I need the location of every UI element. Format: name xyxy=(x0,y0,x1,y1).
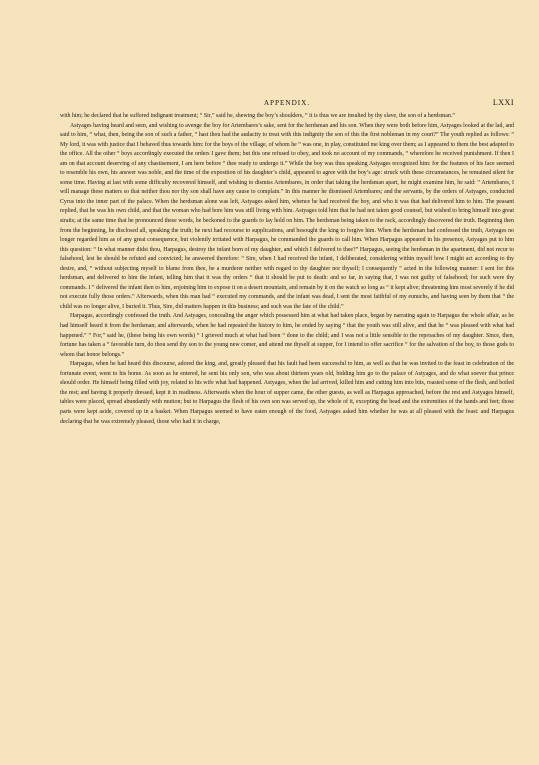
paragraph-continued: with him; he declared that he suffered indignant treatment; “ Sir,” said he, shewing the boy’s shoulders, “ it is thus we are insulted by thy slave, the son of a herdsman.” xyxy=(60,113,455,119)
running-header xyxy=(60,97,514,109)
paragraph: Harpagus, accordingly confessed the truth. And Astyages, concealing the anger which possessed him at what had taken place, began by narrating again to Harpagus the whole affair, as he had himself heard it from the herdsman; and afterwards, when he had repeated the history to him, he ended by saying “ that the youth was still alive, and that he “ was pleased with what had happened.” “ For,” said he, (these being his own words) “ I grieved much at what had been “ done to the child; and I was not a little sensible to the reproaches of my daughter. Since, then, fortune has taken a “ favorable turn, do thou send thy son to the young new comer, and attend me thyself at supper, for I intend to offer sacrifice “ for the salvation of the boy, to those gods to whom that honor belongs.” xyxy=(60,313,514,358)
page-body-text xyxy=(60,112,514,752)
running-title: APPENDIX. xyxy=(263,99,311,107)
page-number: LXXI xyxy=(492,98,514,107)
paragraph: Harpagus, when he had heard this discourse, adored the king, and, greatly pleased that his fault had been successful to him, as well as that he was invited to the feast in celebration of the fortunate event, went to his home. As soon as he entered, he sent his only son, who was about thirteen years old, bidding him go to the palace of Astyages, and do what soever that prince should order. He himself being filled with joy, related to his wife what had happened. Astyages, when the lad arrived, killed him and cutting him into bits, roasted some of the flesh, and boiled the rest; and having it properly dressed, kept it in readiness. Afterwards when the hour of supper came, the other guests, as well as Harpagus approached, before the rest and Astyages himself, tables were placed, spread abundantly with mutton; but to Harpagus the flesh of his own son was served up, the whole of it, excepting the head and the extremities of the hands and feet; those parts were kept aside, covered up in a basket. When Harpagus seemed to have eaten enough of the food, Astyages asked him whether he was at all pleased with the feast: and Harpagus declaring that he was extremely pleased, those who had it in charge, xyxy=(60,361,514,425)
paragraph: Astyages having heard and seen, and wishing to avenge the boy for Artembares’s sake, sent for the herdsman and his son. When they were both before him, Astyages looked at the lad, and said to him, “ what, then, being the son of such a father, “ hast thou had the audacity to treat with this indignity the son of this the first nobleman in my court?” The youth replied as follows: “ My lord, it was with justice that I behaved thus towards him: for the boys of the village, of whom he “ was one, in play, constituted me king over them; as I appeared to them the best adapted to the office. All the other “ boys accordingly executed the orders I gave them; but this one refused to obey, and took no account of my commands, “ wherefore he received punishment. If then I am on that account deserving of any chastisement, I am here before “ thee ready to undergo it.” While the boy was thus speaking Astyages recognized him: for the features of his face seemed to resemble his own, his answer was noble, and the time of the exposition of his daughter’s child, appeared to agree with the boy’s age: struck with these circumstances, he remained silent for some time. Having at last with some difficulty recovered himself, and wishing to dismiss Artembares, in order that taking the herdsman apart, he might examine him, he said: “ Artembares, I will manage these matters so that neither thou nor thy son shall have any cause to complain.” In this manner he dismissed Artembares; and the servants, by the orders of Astyages, conducted Cyrus into the inner part of the palace. When the herdsman alone was left, Astyages asked him, whence he had received the boy, and who it was that had delivered him to him. The peasant replied, that he was his own child, and that the woman who had bore him was still living with him. Astyages told him that he had not taken good counsel, but wished to bring himself into great straits; at the same time that he pronounced these words, he beckoned to the guards to lay hold on him. The herdsman being taken to the rack, accordingly discovered the truth. Beginning then from the beginning, he disclosed all, speaking the truth; he next had recourse to supplications, and besought the king to forgive him. When the herdsman had confessed the truth, Astyages no longer regarded him as of any great consequence, but violently irritated with Harpagus, he commanded the guards to call him. When Harpagus appeared in his presence, Astyages put to him this question: “ In what manner didst thou, Harpagus, destroy the infant born of my daughter, and which I delivered to thee?” Harpagus, seeing the herdsman in the apartment, did not recur to falsehood, lest he should be refuted and convicted; he answered therefore: “ Sire, when I had received the infant, I deliberated, considering within myself how I might act according to thy desire, and, “ without subjecting myself to blame from thee, be a murderer neither with regard to thy daughter nor thyself; I consequently “ acted in the following manner: I sent for this herdsman, and delivered to him the infant, telling him that it was thy orders “ that it should be put to death: and so far, in saying that, I was not guilty of falsehood; for such were thy commands. I “ delivered the infant then to him, enjoining him to expose it on a desert mountain, and remain by it on the watch so long as “ it kept alive; threatening him most severely if he did not execute fully those orders.” Afterwards, when this man had “ executed my commands, and the infant was dead, I sent the most faithful of my eunuchs, and having seen by them that “ the child was no longer alive, I buried it. Thus, Sire, did matters happen in this business; and such was the fate of the child.” xyxy=(60,122,514,310)
